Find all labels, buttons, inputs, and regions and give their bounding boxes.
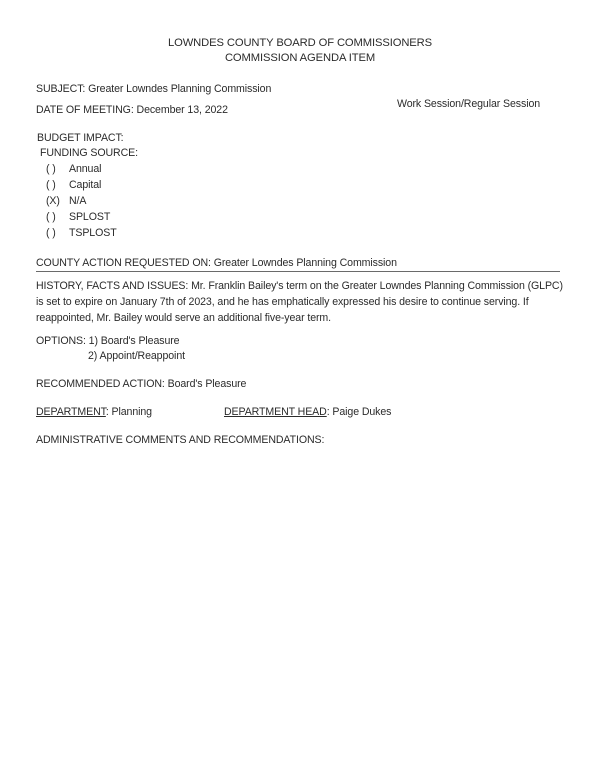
funding-source-label: FUNDING SOURCE:	[40, 147, 138, 159]
session-type: Work Session/Regular Session	[397, 98, 541, 110]
recommended-action-value: Board's Pleasure	[167, 378, 247, 390]
subject-label: SUBJECT:	[36, 83, 86, 95]
document-subtitle: COMMISSION AGENDA ITEM	[224, 52, 376, 64]
options-line-1	[36, 335, 179, 347]
county-action-label: COUNTY ACTION REQUESTED ON:	[36, 257, 211, 269]
funding-option-label: N/A	[69, 195, 87, 207]
option-item: 2) Appoint/Reappoint	[88, 350, 185, 362]
funding-option-label: Capital	[69, 179, 102, 191]
funding-checkbox: ( )	[46, 227, 56, 239]
funding-option-tsplost	[46, 227, 117, 239]
funding-option-splost	[46, 211, 110, 223]
funding-checkbox: ( )	[46, 179, 56, 191]
recommended-action-line	[36, 378, 246, 390]
department-head-line	[224, 406, 391, 418]
funding-option-label: Annual	[69, 163, 102, 175]
funding-option-label: SPLOST	[69, 211, 111, 223]
meeting-date-value: December 13, 2022	[136, 104, 228, 116]
subject-line	[36, 83, 271, 95]
department-head-label: DEPARTMENT HEAD	[224, 406, 327, 418]
funding-option-label: TSPLOST	[69, 227, 117, 239]
department-label: DEPARTMENT	[36, 406, 106, 418]
document-title: LOWNDES COUNTY BOARD OF COMMISSIONERS	[168, 37, 432, 49]
funding-option-capital	[46, 179, 101, 191]
meeting-date-label: DATE OF MEETING:	[36, 104, 134, 116]
subject-value: Greater Lowndes Planning Commission	[88, 83, 272, 95]
department-value: : Planning	[105, 406, 152, 418]
county-action-line	[36, 257, 397, 269]
options-label: OPTIONS:	[36, 335, 86, 347]
history-paragraph	[36, 278, 566, 327]
department-head-value: : Paige Dukes	[326, 406, 392, 418]
budget-impact-label: BUDGET IMPACT:	[37, 132, 124, 144]
funding-option-annual	[46, 163, 101, 175]
option-item: 1) Board's Pleasure	[88, 335, 180, 347]
funding-checkbox: ( )	[46, 163, 56, 175]
section-divider	[36, 271, 560, 272]
department-line	[36, 406, 152, 418]
funding-option-na	[46, 195, 86, 207]
recommended-action-label: RECOMMENDED ACTION:	[36, 378, 165, 390]
funding-checkbox-checked: (X)	[46, 195, 60, 207]
history-text: Mr. Franklin Bailey's term on the Greater Lowndes Planning Commission (GLPC) is set to expire on January 7th of 2023, and he has emphatically expressed his desire to continue serving. If reappointed, Mr. Bailey would serve an additional five-year term.	[36, 280, 563, 325]
meeting-date-line	[36, 104, 228, 116]
admin-comments-label: ADMINISTRATIVE COMMENTS AND RECOMMENDATIONS:	[36, 434, 325, 446]
history-label: HISTORY, FACTS AND ISSUES:	[36, 280, 189, 292]
funding-checkbox: ( )	[46, 211, 56, 223]
county-action-value: Greater Lowndes Planning Commission	[213, 257, 397, 269]
